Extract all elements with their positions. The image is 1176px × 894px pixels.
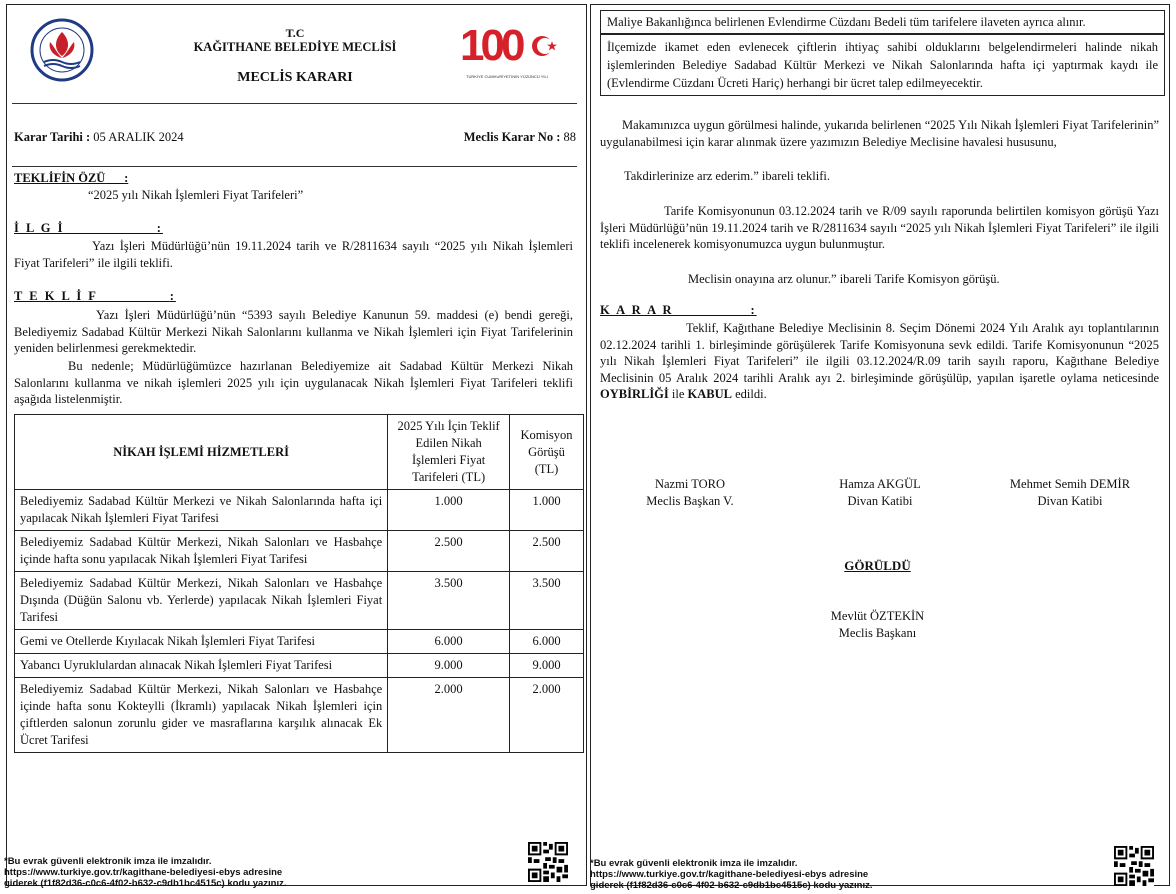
tariff-commission-cell: 6.000 [510,630,584,654]
tariff-commission-cell: 2.500 [510,531,584,572]
header-divider [12,103,577,104]
header-council: KAĞITHANE BELEDİYE MECLİSİ [193,40,397,54]
tariff-row [15,678,584,753]
tariff-service-cell: Yabancı Uyruklulardan alınacak Nikah İşlemleri Fiyat Tarifesi [15,654,388,678]
col-services-header: NİKAH İŞLEMİ HİZMETLERİ [15,415,388,490]
summary-heading: TEKLİFİN ÖZÜ : [14,171,129,185]
right-footer: *Bu evrak güvenli elektronik imza ile imzalıdır. https://www.turkiye.gov.tr/kagithane-belediyesi-ebys adresine giderek (f1f82d36-c0c6-4f02-b632-c9db1bc4515c) kodu yazınız. [590,858,873,891]
tariff-row [15,531,584,572]
number-label: Meclis Karar No : [463,130,561,144]
body-para1b: Takdirlerinize arz ederim.” ibareli teklifi. [624,169,830,183]
header-decision-title: MECLİS KARARI [237,70,353,85]
qr-code-icon [1114,846,1154,886]
note-free-service: İlçemizde ikamet eden evlenecek çiftlerin ihtiyaç sahibi olduklarını belgelendirmeleri halinde nikah işlemlerinden Belediye Sadabad Kültür Merkezi ve Nikah Salonlarında hafta içi yaptırmak kaydı ile (Evlendirme Cüzdanı Ücreti Hariç) herhangi bir ücret talep edilmeyecektir. [600,34,1165,96]
tariff-proposed-cell: 6.000 [388,630,510,654]
tariff-service-cell: Gemi ve Otellerde Kıyılacak Nikah İşlemleri Fiyat Tarifesi [15,630,388,654]
signature-chair-deputy: Nazmi TORO Meclis Başkan V. [646,477,734,508]
tariff-row [15,572,584,630]
signature-clerk-1: Hamza AKGÜL Divan Katibi [839,477,921,508]
tariff-table [14,414,584,753]
tariff-proposed-cell: 1.000 [388,490,510,531]
accept-text: KABUL [687,387,732,401]
tariff-commission-cell: 2.000 [510,678,584,753]
number-value: 88 [560,130,576,144]
date-value: 05 ARALIK 2024 [90,130,184,144]
date-label: Karar Tarihi : [14,130,91,144]
municipality-logo-icon [24,18,100,82]
unanimous-text: OYBİRLİĞİ [600,387,669,401]
tariff-service-cell: Belediyemiz Sadabad Kültür Merkezi, Nikah Salonları ve Hasbahçe içinde hafta sonu Kokteylli (İkramlı) yapılacak Nikah İşlemleri için çiftlerden salonun zorunlu gider ve masraflarına karşılık alınacak Ek Ücret Tarifesi [15,678,388,753]
centennial-emblem [460,22,560,72]
tariff-row [15,654,584,678]
body-para2: Tarife Komisyonunun 03.12.2024 tarih ve R/09 sayılı raporunda belirtilen komisyon görüşü Yazı İşleri Müdürlüğü’nün 19.11.2024 tarih ve R/2811634 sayılı “2025 yılı Nikah İşlemleri Fiyat Tarifeleri” ile ilgili teklifi incelenerek komisyonumuzca uygun bulunmuştur. [600,204,1159,251]
header-tc: T.C [285,26,305,40]
right-page [590,0,1176,894]
decision-date [14,130,184,145]
decision-number [464,130,576,145]
proposal-heading: T E K L İ F : [14,289,176,303]
tariff-service-cell: Belediyemiz Sadabad Kültür Merkezi, Nikah Salonları ve Hasbahçe Dışında (Düğün Salonu vb. Yerlerde) yapılacak Nikah İşlemleri Fiyat Tarifesi [15,572,388,630]
centennial-number: 100 [460,21,522,70]
seen-heading: GÖRÜLDÜ [844,558,911,573]
signature-mayor: Mevlüt ÖZTEKİN Meclis Başkanı [830,609,925,640]
proposal-para1: Yazı İşleri Müdürlüğü’nün “5393 sayılı Belediye Kanunun 59. maddesi (e) bendi gereği, Belediyemiz Sadabad Kültür Merkezi Nikah Salonlarını kullanma ve Nikah İşlemleri için Fiyat Tarifelerinin yeniden belirlenmesi gerekmektedir. [14,308,573,355]
qr-code-icon [528,842,568,882]
proposal-para2: Bu nedenle; Müdürlüğümüzce hazırlanan Belediyemize ait Sadabad Kültür Merkezi Nikah Salonlarını kullanma ve nikah işlemleri 2025 yılı için uygulanacak Nikah İşlemleri Fiyat Tarifeleri teklifi aşağıda listelenmiştir. [14,359,573,406]
decision-text: Teklif, Kağıthane Belediye Meclisinin 8. Seçim Dönemi 2024 Yılı Aralık ayı toplantılarının 02.12.2024 tarihli 1. birleşiminde görüşülerek Tarife Komisyonuna sevk edildi. Tarife Komisyonunun “2025 yılı Nikah İşlemleri Fiyat Tarifeleri” ile ilgili 03.12.2024/R.09 tarih sayılı raporu, Kağıthane Belediye Meclisinin 05 Aralık 2024 tarihli Aralık ayı 2. birleşiminde görüşülüp, yapılan işaretle oylama neticesinde OYBİRLİĞİ ile KABUL edildi. [600,321,1159,401]
body-para3: Meclisin onayına arz olunur.” ibareli Tarife Komisyon görüşü. [688,272,1000,286]
body-para1: Makamınızca uygun görülmesi halinde, yukarıda belirlenen “2025 Yılı Nikah İşlemleri Fiyat Tarifelerinin” uygulanabilmesi için karar alınmak üzere yazımızın Belediye Meclisine havalesi hususunu, [600,118,1159,149]
tariff-commission-cell: 3.500 [510,572,584,630]
decision-heading: K A R A R : [600,303,757,317]
tariff-service-cell: Belediyemiz Sadabad Kültür Merkezi ve Nikah Salonlarında hafta içi yapılacak Nikah İşlemleri Fiyat Tarifesi [15,490,388,531]
tariff-row [15,630,584,654]
tariff-proposed-cell: 2.000 [388,678,510,753]
col-commission-header: Komisyon Görüşü (TL) [510,415,584,490]
summary-text: “2025 yılı Nikah İşlemleri Fiyat Tarifeleri” [88,188,304,202]
tariff-commission-cell: 9.000 [510,654,584,678]
tariff-proposed-cell: 3.500 [388,572,510,630]
left-footer: *Bu evrak güvenli elektronik imza ile imzalıdır. https://www.turkiye.gov.tr/kagithane-belediyesi-ebys adresine giderek (f1f82d36-c0c6-4f02-b632-c9db1bc4515c) kodu yazınız. [4,856,287,889]
meta-divider [12,166,577,167]
tariff-proposed-cell: 9.000 [388,654,510,678]
crescent-star-icon [530,32,558,60]
signature-clerk-2: Mehmet Semih DEMİR Divan Katibi [1009,477,1131,508]
note-wedding-booklet: Maliye Bakanlığınca belirlenen Evlendirme Cüzdanı Bedeli tüm tarifelere ilaveten ayrıca alınır. [600,10,1165,34]
col-proposed-header: 2025 Yılı İçin Teklif Edilen Nikah İşlemleri Fiyat Tarifeleri (TL) [388,415,510,490]
related-heading: İ L G İ : [14,221,163,235]
tariff-service-cell: Belediyemiz Sadabad Kültür Merkezi, Nikah Salonları ve Hasbahçe içinde hafta sonu yapılacak Nikah İşlemleri Fiyat Tarifesi [15,531,388,572]
tariff-row [15,490,584,531]
related-text: Yazı İşleri Müdürlüğü’nün 19.11.2024 tarih ve R/2811634 sayılı “2025 yılı Nikah İşlemleri Fiyat Tarifeleri” ile ilgili teklifi. [14,239,573,270]
tariff-header-row [15,415,584,490]
centennial-caption: TÜRKİYE CUMHURİYETİNİN YÜZÜNCÜ YILI [466,74,548,79]
tariff-proposed-cell: 2.500 [388,531,510,572]
tariff-commission-cell: 1.000 [510,490,584,531]
